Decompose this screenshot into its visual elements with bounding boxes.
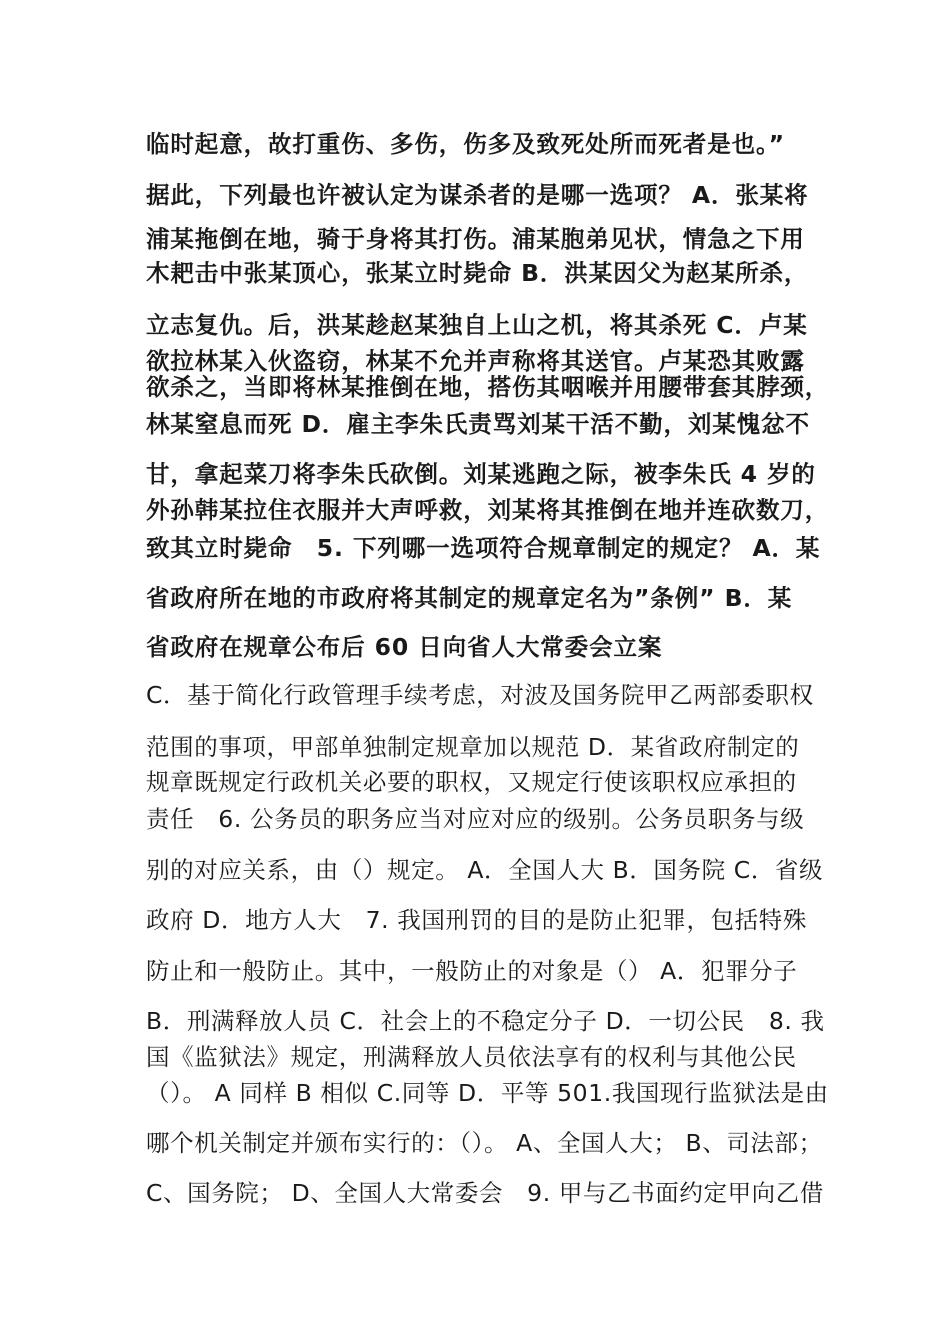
text-line-23: （）。 A 同样 B 相似 C.同等 D．平等 501.我国现行监狱法是由 bbox=[146, 1079, 829, 1107]
text-line-15: 范围的事项，甲部单独制定规章加以规范 D．某省政府制定的 bbox=[146, 733, 800, 761]
text-line-24: 哪个机关制定并颁布实行的：（）。 A、全国人大； B、司法部； bbox=[146, 1129, 823, 1157]
text-line-12: 省政府所在地的市政府将其制定的规章定名为”条例” B．某 bbox=[146, 584, 793, 612]
text-line-10: 外孙韩某拉住衣服并大声呼救，刘某将其推倒在地并连砍数刀， bbox=[146, 496, 830, 524]
text-line-6: 欲拉林某入伙盗窃，林某不允并声称将其送官。卢某恐其败露 bbox=[146, 347, 805, 375]
text-line-25: C、国务院； D、全国人大常委会 9. 甲与乙书面约定甲向乙借 bbox=[146, 1179, 824, 1207]
text-line-16: 规章既规定行政机关必要的职权，又规定行使该职权应承担的 bbox=[146, 768, 797, 796]
text-line-7: 欲杀之，当即将林某推倒在地，搭伤其咽喉并用腰带套其脖颈， bbox=[146, 373, 830, 401]
text-line-11: 致其立时毙命 5. 下列哪一选项符合规章制定的规定？ A．某 bbox=[146, 534, 821, 562]
text-line-21: B．刑满释放人员 C．社会上的不稳定分子 D．一切公民 8. 我 bbox=[146, 1007, 825, 1035]
text-line-2: 据此，下列最也许被认定为谋杀者的是哪一选项？ A．张某将 bbox=[146, 181, 809, 209]
text-line-17: 责任 6. 公务员的职务应当对应对应的级别。公务员职务与级 bbox=[146, 805, 805, 833]
text-line-19: 政府 D．地方人大 7. 我国刑罚的目的是防止犯罪，包括特殊 bbox=[146, 906, 807, 934]
text-line-9: 甘，拿起菜刀将李朱氏砍倒。刘某逃跑之际，被李朱氏 4 岁的 bbox=[146, 460, 816, 488]
text-line-22: 国《监狱法》规定，刑满释放人员依法享有的权利与其他公民 bbox=[146, 1043, 797, 1071]
text-line-3: 浦某拖倒在地，骑于身将其打伤。浦某胞弟见状，情急之下用 bbox=[146, 225, 805, 253]
text-line-1: 临时起意，故打重伤、多伤，伤多及致死处所而死者是也。” bbox=[146, 130, 785, 158]
text-line-14: C．基于简化行政管理手续考虑，对波及国务院甲乙两部委职权 bbox=[146, 681, 814, 709]
text-line-4: 木耙击中张某顶心，张某立时毙命 B．洪某因父为赵某所杀， bbox=[146, 259, 809, 287]
text-line-20: 防止和一般防止。其中，一般防止的对象是（） A．犯罪分子 bbox=[146, 957, 798, 985]
text-line-8: 林某窒息而死 D．雇主李朱氏责骂刘某干活不勤，刘某愧忿不 bbox=[146, 410, 810, 438]
text-line-18: 别的对应关系，由（）规定。 A．全国人大 B．国务院 C．省级 bbox=[146, 856, 824, 884]
text-line-13: 省政府在规章公布后 60 日向省人大常委会立案 bbox=[146, 633, 663, 661]
text-line-5: 立志复仇。后，洪某趁赵某独自上山之机，将其杀死 C．卢某 bbox=[146, 311, 808, 339]
